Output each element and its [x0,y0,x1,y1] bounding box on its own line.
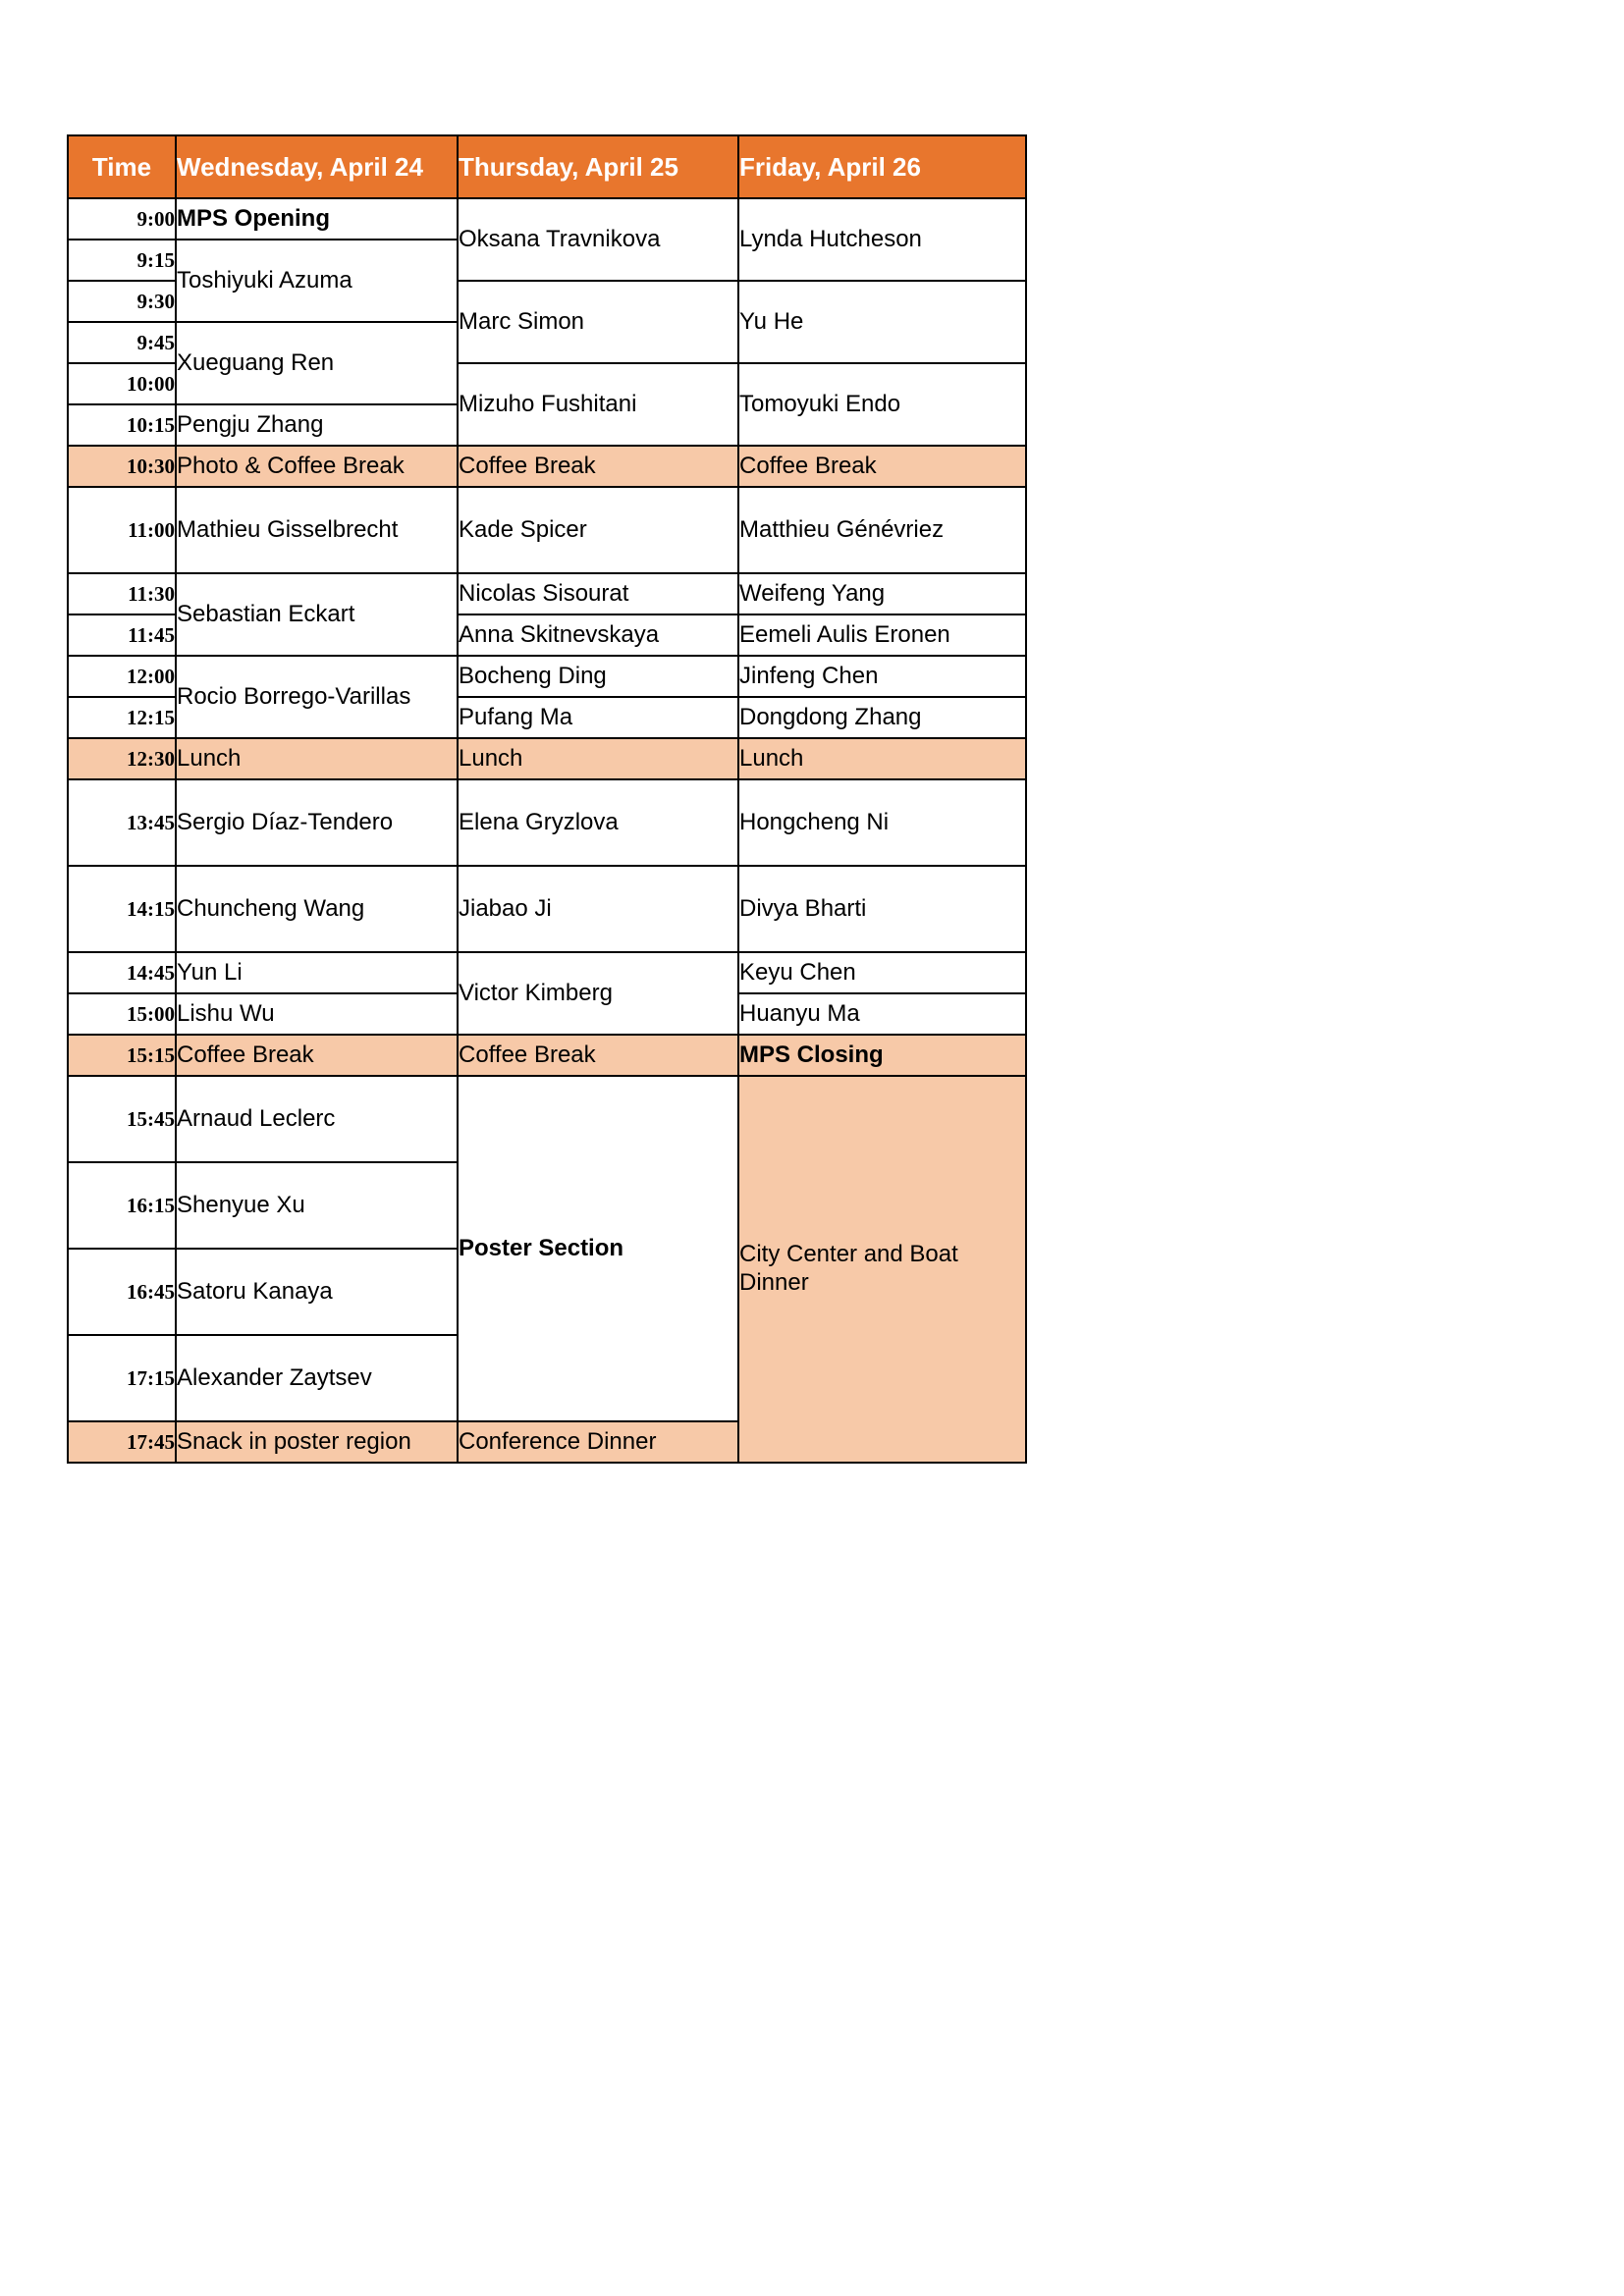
session-hutcheson: Lynda Hutcheson [738,198,1026,281]
time-label: 10:15 [68,404,176,446]
session-ren: Xueguang Ren [176,322,458,404]
session-jinfeng-chen: Jinfeng Chen [738,656,1026,697]
session-lishu-wu: Lishu Wu [176,993,458,1035]
session-yun-li: Yun Li [176,952,458,993]
session-mps-opening: MPS Opening [176,198,458,240]
time-label: 9:15 [68,240,176,281]
table-row [68,866,1026,952]
time-label: 12:30 [68,738,176,779]
break-photo-coffee: Photo & Coffee Break [176,446,458,487]
table-row [68,198,1026,240]
break-lunch-thursday: Lunch [458,738,738,779]
time-label: 12:00 [68,656,176,697]
session-azuma: Toshiyuki Azuma [176,240,458,322]
time-label: 14:45 [68,952,176,993]
session-eckart: Sebastian Eckart [176,573,458,656]
header-row [68,135,1026,198]
session-chuncheng-wang: Chuncheng Wang [176,866,458,952]
session-pufang-ma: Pufang Ma [458,697,738,738]
session-sisourat: Nicolas Sisourat [458,573,738,614]
session-kanaya: Satoru Kanaya [176,1249,458,1335]
table-row [68,656,1026,697]
time-label: 15:00 [68,993,176,1035]
time-label: 16:15 [68,1162,176,1249]
session-borrego-varillas: Rocio Borrego-Varillas [176,656,458,738]
column-header-wednesday: Wednesday, April 24 [176,135,458,198]
table-row-break [68,1035,1026,1076]
column-header-friday: Friday, April 26 [738,135,1026,198]
time-label: 11:45 [68,614,176,656]
time-label: 15:45 [68,1076,176,1162]
session-huanyu-ma: Huanyu Ma [738,993,1026,1035]
session-bharti: Divya Bharti [738,866,1026,952]
time-label: 13:45 [68,779,176,866]
time-label: 9:45 [68,322,176,363]
break-snack-poster-region: Snack in poster region [176,1421,458,1463]
table-row [68,1076,1026,1162]
table-row-break [68,738,1026,779]
conference-schedule-table [67,134,1027,1464]
session-dongdong-zhang: Dongdong Zhang [738,697,1026,738]
break-coffee-thursday-pm: Coffee Break [458,1035,738,1076]
session-zaytsev: Alexander Zaytsev [176,1335,458,1421]
session-ding: Bocheng Ding [458,656,738,697]
column-header-time: Time [68,135,176,198]
table-row [68,573,1026,614]
session-xu: Shenyue Xu [176,1162,458,1249]
table-row-break [68,446,1026,487]
break-coffee-thursday: Coffee Break [458,446,738,487]
break-coffee-friday: Coffee Break [738,446,1026,487]
session-genevriez: Matthieu Génévriez [738,487,1026,573]
session-gryzlova: Elena Gryzlova [458,779,738,866]
session-weifeng-yang: Weifeng Yang [738,573,1026,614]
session-ji: Jiabao Ji [458,866,738,952]
break-coffee-wednesday-pm: Coffee Break [176,1035,458,1076]
session-ni: Hongcheng Ni [738,779,1026,866]
session-conference-dinner: Conference Dinner [458,1421,738,1463]
time-label: 14:15 [68,866,176,952]
time-label: 15:15 [68,1035,176,1076]
time-label: 9:00 [68,198,176,240]
session-kimberg: Victor Kimberg [458,952,738,1035]
table-row [68,779,1026,866]
column-header-thursday: Thursday, April 25 [458,135,738,198]
time-label: 10:30 [68,446,176,487]
time-label: 10:00 [68,363,176,404]
session-yu-he: Yu He [738,281,1026,363]
session-diaz-tendero: Sergio Díaz-Tendero [176,779,458,866]
table-body [68,198,1026,1463]
session-keyu-chen: Keyu Chen [738,952,1026,993]
time-label: 17:45 [68,1421,176,1463]
time-label: 16:45 [68,1249,176,1335]
time-label: 12:15 [68,697,176,738]
time-label: 9:30 [68,281,176,322]
table-row [68,487,1026,573]
session-pengju-zhang: Pengju Zhang [176,404,458,446]
session-city-center-boat-dinner: City Center and Boat Dinner [738,1076,1026,1463]
session-travnikova: Oksana Travnikova [458,198,738,281]
session-eronen: Eemeli Aulis Eronen [738,614,1026,656]
table-row [68,952,1026,993]
session-fushitani: Mizuho Fushitani [458,363,738,446]
time-label: 11:30 [68,573,176,614]
session-simon: Marc Simon [458,281,738,363]
table-header [68,135,1026,198]
time-label: 17:15 [68,1335,176,1421]
session-poster-section: Poster Section [458,1076,738,1421]
time-label: 11:00 [68,487,176,573]
break-lunch-wednesday: Lunch [176,738,458,779]
session-leclerc: Arnaud Leclerc [176,1076,458,1162]
break-lunch-friday: Lunch [738,738,1026,779]
session-spicer: Kade Spicer [458,487,738,573]
session-gisselbrecht: Mathieu Gisselbrecht [176,487,458,573]
session-skitnevskaya: Anna Skitnevskaya [458,614,738,656]
session-endo: Tomoyuki Endo [738,363,1026,446]
session-mps-closing: MPS Closing [738,1035,1026,1076]
